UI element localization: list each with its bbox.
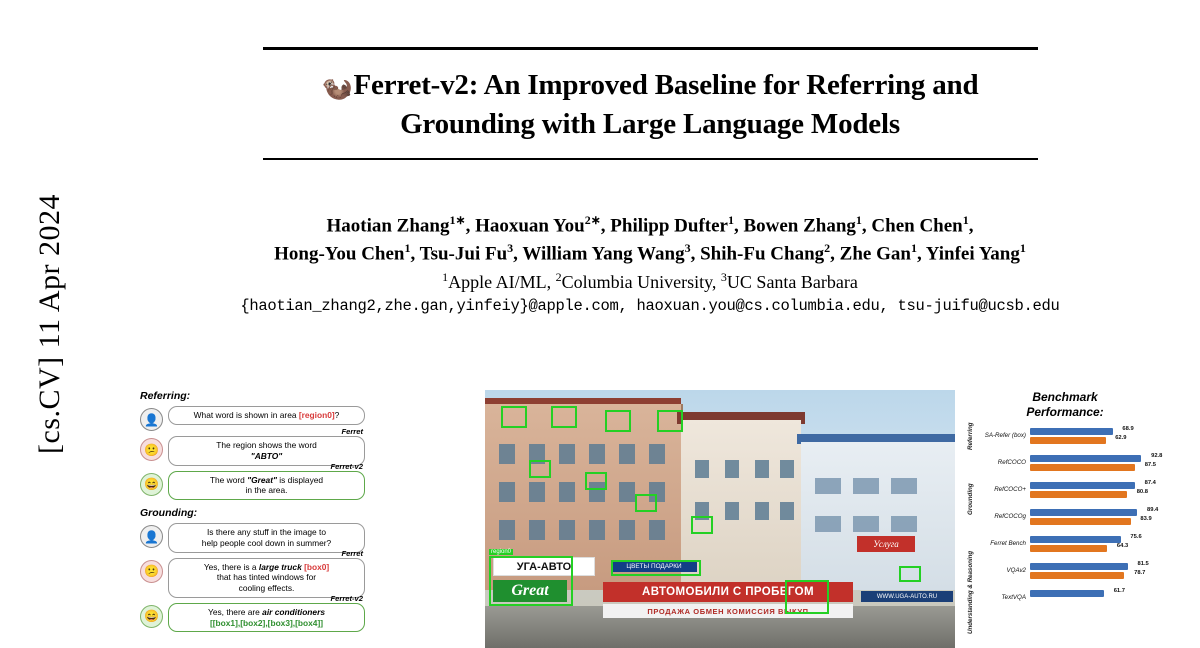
window bbox=[780, 460, 794, 478]
bar-value-sa-refer-ferret: 62.9 bbox=[1115, 435, 1127, 441]
grounding-ferret-line2: that has tinted windows for bbox=[216, 572, 317, 583]
arxiv-stamp bbox=[10, 0, 90, 648]
window bbox=[649, 444, 665, 464]
bar-group-ferret-bench bbox=[1030, 536, 1160, 554]
window bbox=[589, 444, 605, 464]
window bbox=[815, 516, 841, 532]
bar-value-vqav2-ferretv2: 81.5 bbox=[1137, 561, 1149, 567]
title-block bbox=[250, 66, 1050, 144]
bar-group-textvqa bbox=[1030, 590, 1160, 599]
bar-value-vqav2-ferret: 78.7 bbox=[1134, 570, 1146, 576]
window bbox=[755, 460, 769, 478]
window bbox=[891, 516, 917, 532]
window bbox=[619, 444, 635, 464]
grounding-ferret-box: [box0] bbox=[304, 561, 330, 572]
referring-ferretv2-prefix: The word bbox=[209, 474, 248, 485]
referring-section-label: Referring: bbox=[140, 390, 191, 402]
page-title-line1: Ferret-v2: An Improved Baseline for Referring and bbox=[353, 69, 979, 101]
referring-ferretv2-line1 bbox=[175, 475, 358, 486]
annotation-label-region0: region0 bbox=[491, 549, 512, 555]
ferret-avatar-icon-2: 😕 bbox=[140, 560, 163, 583]
window bbox=[619, 482, 635, 502]
region-tag: [region0] bbox=[298, 410, 335, 420]
sign-banner: ЦВЕТЫ ПОДАРКИ bbox=[611, 560, 697, 572]
bar-row-refcocoplus bbox=[984, 482, 1160, 502]
bar-label-refcoco: RefCOCO bbox=[997, 459, 1026, 466]
annotation-box-10 bbox=[899, 566, 921, 582]
sign-url: WWW.UGA-AUTO.RU bbox=[861, 591, 953, 602]
annotation-box-1 bbox=[501, 406, 527, 428]
bar-group-sa-refer bbox=[1030, 428, 1160, 446]
referring-question-suffix: ? bbox=[334, 410, 340, 420]
referring-user-bubble bbox=[168, 406, 365, 425]
group-label-grounding: Grounding bbox=[967, 483, 974, 515]
window bbox=[695, 460, 709, 478]
grounding-ferretv2-prefix: Yes, there are bbox=[208, 606, 263, 617]
window bbox=[499, 482, 515, 502]
grounding-user-bubble bbox=[168, 523, 365, 553]
referring-ferretv2-suffix: is displayed bbox=[276, 474, 324, 485]
conversation-panel bbox=[140, 390, 365, 648]
grounding-section-label: Grounding: bbox=[140, 507, 198, 519]
bar-vqav2-ferret bbox=[1030, 570, 1146, 579]
referring-ferret-line2: "ABTO" bbox=[250, 450, 283, 461]
bar-vqav2-ferretv2 bbox=[1030, 561, 1149, 570]
bar-value-textvqa-ferretv2: 61.7 bbox=[1113, 588, 1125, 594]
window bbox=[499, 520, 515, 540]
bar-value-refcocoplus-ferret: 80.8 bbox=[1136, 489, 1148, 495]
ferret-v2-avatar-icon: 😄 bbox=[140, 473, 163, 496]
benchmark-chart bbox=[967, 390, 1163, 648]
grounding-ferretv2-strong: air conditioners bbox=[262, 606, 325, 617]
sign-usluga: Услуга bbox=[857, 536, 915, 552]
bar-refcoco-ferretv2 bbox=[1030, 453, 1163, 462]
referring-ferretv2-bubble bbox=[168, 461, 365, 501]
ferret-avatar-icon: 😕 bbox=[140, 438, 163, 461]
referring-ferretv2-strong: "Great" bbox=[247, 474, 277, 485]
grounding-ferret-prefix: Yes, there is a bbox=[203, 561, 259, 572]
ferret-v2-model-tag-2: Ferret-v2 bbox=[330, 593, 363, 603]
benchmark-bars bbox=[967, 422, 1163, 634]
grounding-ferret-bubble bbox=[168, 548, 365, 598]
user-avatar-icon: 👤 bbox=[140, 408, 163, 431]
bar-row-refcoco bbox=[984, 453, 1163, 475]
bar-row-vqav2 bbox=[984, 563, 1160, 583]
title-rule-bottom bbox=[263, 158, 1038, 160]
sign-services: ПРОДАЖА ОБМЕН КОМИССИЯ ВЫКУП bbox=[603, 604, 853, 618]
bar-group-refcocoplus bbox=[1030, 482, 1160, 500]
bar-refcocoplus-ferret bbox=[1030, 489, 1148, 498]
grounding-question-line1: Is there any stuff in the image to bbox=[206, 527, 327, 537]
bar-value-refcoco-ferretv2: 92.8 bbox=[1151, 453, 1163, 459]
window bbox=[649, 520, 665, 540]
bar-value-refcoco-ferret: 87.5 bbox=[1144, 462, 1156, 468]
bar-ferret-bench-ferret bbox=[1030, 543, 1129, 552]
ferret-model-tag-2: Ferret bbox=[341, 548, 363, 558]
bar-sa-refer-ferretv2 bbox=[1030, 426, 1134, 435]
window bbox=[815, 478, 841, 494]
window bbox=[853, 516, 879, 532]
author-list bbox=[200, 212, 1100, 268]
annotation-box-3 bbox=[605, 410, 631, 432]
window bbox=[499, 444, 515, 464]
bar-label-ferret-bench: Ferret Bench bbox=[990, 540, 1026, 547]
window bbox=[619, 520, 635, 540]
contact-emails: {haotian_zhang2,zhe.gan,yinfeiy}@apple.com, haoxuan.you@cs.columbia.edu, tsu-juifu@ucsb.edu bbox=[240, 296, 1060, 315]
window bbox=[891, 478, 917, 494]
ferret-model-tag: Ferret bbox=[341, 427, 363, 436]
grounding-ferret-strong: large truck bbox=[258, 561, 305, 572]
window bbox=[780, 502, 794, 520]
group-label-understanding: Understanding & Reasoning bbox=[967, 550, 974, 634]
grounding-ferretv2-bubble bbox=[168, 593, 365, 633]
annotation-box-4 bbox=[657, 410, 683, 432]
user-avatar-icon-2: 👤 bbox=[140, 525, 163, 548]
window bbox=[725, 460, 739, 478]
benchmark-title-line1: Benchmark bbox=[1032, 390, 1098, 404]
sign-great: Great bbox=[493, 580, 567, 602]
annotation-box-banner bbox=[611, 560, 701, 576]
bar-label-refcocoplus: RefCOCO+ bbox=[994, 486, 1026, 493]
affiliations: $^1$Apple AI/ML, $^2$Columbia University, $^3$UC Santa Barbara bbox=[442, 269, 858, 292]
sign-yga-avto: УГА-АВТО bbox=[493, 557, 595, 576]
window bbox=[529, 482, 545, 502]
author-line-2: Hong-You Chen$^1$, Tsu-Jui Fu$^3$, William Yang Wang$^3$, Shih-Fu Chang$^2$, Zhe Gan$^1$, Yinfei Yang$^1$ bbox=[274, 240, 1026, 265]
ferret-v2-avatar-icon-2: 😄 bbox=[140, 605, 163, 628]
bar-value-ferret-bench-ferretv2: 75.6 bbox=[1130, 534, 1142, 540]
bar-group-refcoco bbox=[1030, 453, 1163, 473]
grounding-ferret-line3: cooling effects. bbox=[238, 583, 295, 593]
annotation-box-8 bbox=[691, 516, 713, 534]
bar-label-textvqa: TextVQA bbox=[1001, 594, 1026, 601]
figure-photo bbox=[485, 390, 955, 648]
grounding-ferretv2-boxes: [[box1],[box2],[box3],[box4]] bbox=[209, 617, 324, 628]
window bbox=[853, 478, 879, 494]
annotation-box-7 bbox=[635, 494, 657, 512]
bar-textvqa-ferretv2 bbox=[1030, 588, 1125, 597]
author-line-1: Haotian Zhang$^{1∗}$, Haoxuan You$^{2∗}$, Philipp Dufter$^1$, Bowen Zhang$^1$, Chen Chen$^1$, bbox=[326, 212, 974, 237]
grounding-ferretv2-line1 bbox=[175, 607, 358, 618]
annotation-box-6 bbox=[585, 472, 607, 490]
bar-row-textvqa bbox=[984, 590, 1160, 610]
grounding-user-turn bbox=[140, 523, 365, 553]
bar-value-refcocog-ferretv2: 89.4 bbox=[1147, 507, 1159, 513]
bar-row-refcocog bbox=[984, 509, 1160, 529]
annotation-box-9 bbox=[785, 580, 829, 614]
bar-row-sa-refer bbox=[984, 428, 1160, 448]
bar-group-vqav2 bbox=[1030, 563, 1160, 581]
page-title-line2: Grounding with Large Language Models bbox=[400, 108, 900, 141]
window bbox=[559, 482, 575, 502]
sign-avtomobili: АВТОМОБИЛИ С ПРОБЕГОМ bbox=[603, 582, 853, 602]
figure-1 bbox=[140, 390, 1163, 648]
title-rule-top bbox=[263, 47, 1038, 50]
arxiv-stamp-text: [cs.CV] 11 Apr 2024 bbox=[33, 193, 67, 455]
paper-body bbox=[120, 0, 1180, 648]
annotation-box-5 bbox=[529, 460, 551, 478]
grounding-ferret-line1 bbox=[175, 562, 358, 573]
page-title bbox=[250, 66, 1050, 144]
referring-ferret-line1: The region shows the word bbox=[216, 440, 317, 450]
bar-refcocoplus-ferretv2 bbox=[1030, 480, 1156, 489]
window bbox=[725, 502, 739, 520]
bar-label-refcocog: RefCOCOg bbox=[994, 513, 1026, 520]
bar-label-vqav2: VQAv2 bbox=[1006, 567, 1026, 574]
grounding-ferretv2-turn bbox=[140, 593, 365, 633]
referring-ferretv2-line2: in the area. bbox=[245, 485, 288, 496]
bar-refcocog-ferret bbox=[1030, 516, 1152, 525]
ferret-icon: 🦦 bbox=[321, 75, 353, 102]
bar-refcoco-ferret bbox=[1030, 462, 1156, 471]
grounding-question-line2: help people cool down in summer? bbox=[201, 537, 332, 548]
bar-value-refcocog-ferret: 83.9 bbox=[1140, 516, 1152, 522]
bar-row-ferret-bench bbox=[984, 536, 1160, 556]
annotation-box-2 bbox=[551, 406, 577, 428]
window bbox=[559, 520, 575, 540]
bar-value-ferret-bench-ferret: 64.3 bbox=[1116, 543, 1129, 549]
bar-refcocog-ferretv2 bbox=[1030, 507, 1159, 516]
referring-user-turn bbox=[140, 406, 365, 431]
referring-ferretv2-turn bbox=[140, 461, 365, 501]
grounding-ferret-turn bbox=[140, 548, 365, 598]
window bbox=[529, 520, 545, 540]
bar-value-sa-refer-ferretv2: 68.9 bbox=[1122, 426, 1134, 432]
window bbox=[755, 502, 769, 520]
bar-group-refcocog bbox=[1030, 509, 1160, 527]
window bbox=[559, 444, 575, 464]
benchmark-title-line2: Performance: bbox=[1026, 405, 1104, 419]
ferret-v2-model-tag: Ferret-v2 bbox=[330, 461, 363, 471]
bar-sa-refer-ferret bbox=[1030, 435, 1127, 444]
group-label-referring: Referring bbox=[967, 422, 974, 450]
benchmark-title bbox=[970, 390, 1160, 420]
annotation-box-region0 bbox=[489, 549, 573, 606]
window bbox=[589, 520, 605, 540]
bar-ferret-bench-ferretv2 bbox=[1030, 534, 1142, 543]
referring-question-prefix: What word is shown in area bbox=[193, 410, 299, 420]
bar-value-refcocoplus-ferretv2: 87.4 bbox=[1144, 480, 1156, 486]
bar-label-sa-refer: SA-Refer (box) bbox=[984, 432, 1026, 439]
